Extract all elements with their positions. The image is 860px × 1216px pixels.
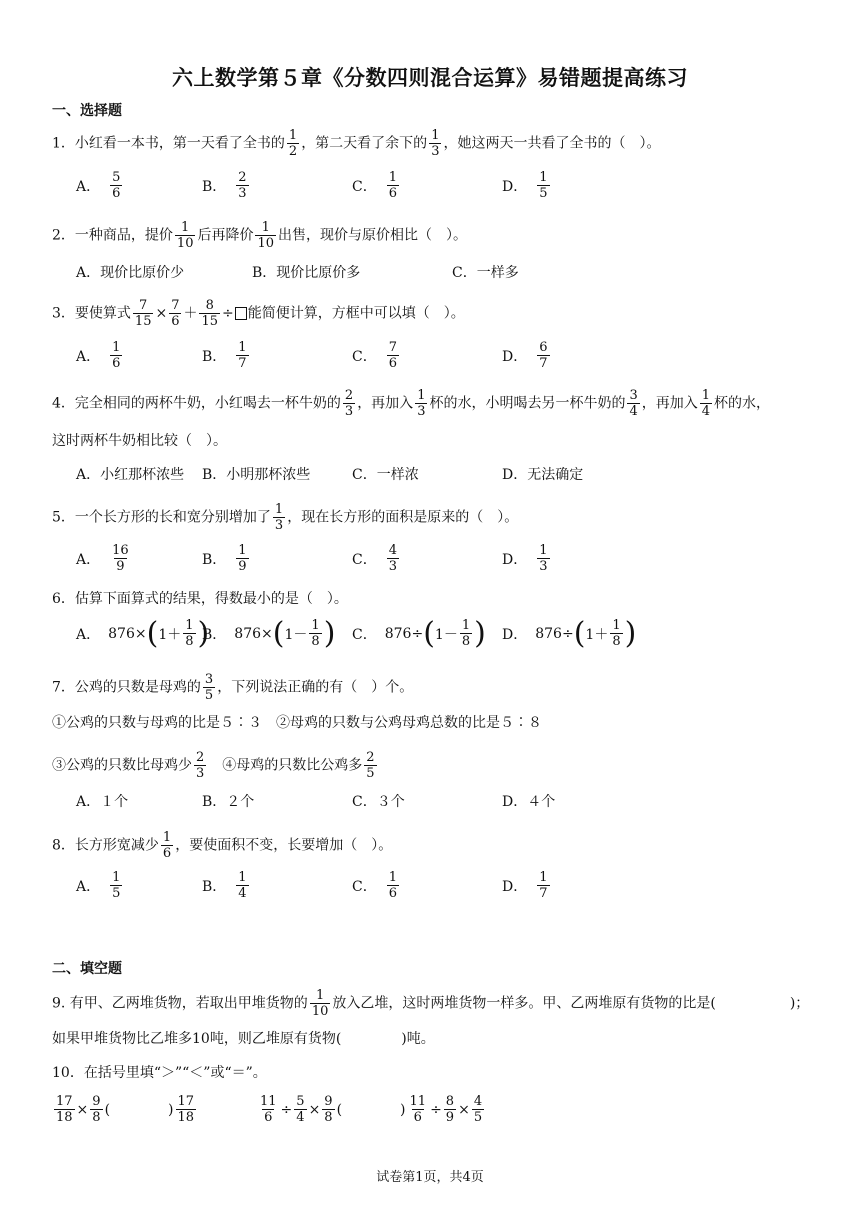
question-7: 7．公鸡的只数是母鸡的 $\frac{3}{5}$ ，下列说法正确的有（ ）个。 [52, 672, 414, 703]
q3-option-c[interactable]: C． $\frac{7}{6}$ [352, 340, 397, 371]
q5-option-d[interactable]: D． $\frac{1}{3}$ [502, 543, 548, 574]
fraction: $\frac{1}{10}$ [176, 220, 194, 251]
q1-text-3: ，她这两天一共看了全书的（ ）。 [443, 135, 661, 152]
q4-option-a[interactable]: A．小红那杯浓些 [76, 467, 185, 483]
q10-expression-2: $\frac{11}{6}$ ÷ $\frac{5}{4}$ × $\frac{9}{8}$ ( ) $\frac{11}{6}$ ÷ $\frac{8}{9}$ × $\frac{4}{5}$ [260, 1094, 483, 1125]
page-title: 六上数学第５章《分数四则混合运算》易错题提高练习 [172, 65, 688, 90]
question-6: 6．估算下面算式的结果，得数最小的是（ ）。 [52, 591, 348, 607]
question-2: 2．一种商品，提价 $\frac{1}{10}$ 后再降价 $\frac{1}{10}$ 出售，现价与原价相比（ ）。 [52, 220, 468, 251]
q4-option-c[interactable]: C．一样浓 [352, 467, 419, 483]
section-heading-choice: 一、选择题 [52, 103, 122, 119]
page-footer: 试卷第1页，共4页 [376, 1170, 484, 1185]
question-9: 9. 有甲、乙两堆货物，若取出甲堆货物的 $\frac{1}{10}$ 放入乙堆，这时两堆货物一样多。甲、乙两堆原有货物的比是( )； [52, 988, 810, 1019]
question-4: 4．完全相同的两杯牛奶，小红喝去一杯牛奶的 $\frac{2}{3}$ ，再加入 $\frac{1}{3}$ 杯的水，小明喝去另一杯牛奶的 $\frac{3}{4}$ ，再加入 $\frac{1}{4}$ 杯的水， [52, 388, 771, 419]
q1-option-c[interactable]: C． $\frac{1}{6}$ [352, 170, 397, 201]
question-8: 8．长方形宽减少 $\frac{1}{6}$ ，要使面积不变，长要增加（ ）。 [52, 830, 393, 861]
question-3: 3．要使算式 $\frac{7}{15}$ × $\frac{7}{6}$ ＋ $\frac{8}{15}$ ÷ 能简便计算，方框中可以填（ ）。 [52, 298, 465, 329]
q10-expression-1: $\frac{17}{18}$ × $\frac{9}{8}$ ( ) $\frac{17}{18}$ [56, 1094, 195, 1125]
q1-option-d[interactable]: D． $\frac{1}{5}$ [502, 170, 548, 201]
q2-option-c[interactable]: C．一样多 [452, 265, 519, 281]
question-10: 10．在括号里填“＞”“＜”或“＝”。 [52, 1065, 267, 1081]
fraction: $\frac{1}{3}$ [431, 128, 440, 159]
q1-option-b[interactable]: B． $\frac{2}{3}$ [202, 170, 247, 201]
fraction: $\frac{1}{2}$ [288, 128, 298, 159]
q5-option-a[interactable]: A． $\frac{16}{9}$ [76, 543, 129, 574]
q1-text-1: 1．小红看一本书，第一天看了全书的 [52, 135, 285, 152]
q8-option-c[interactable]: C． $\frac{1}{6}$ [352, 870, 397, 901]
q2-option-b[interactable]: B．现价比原价多 [252, 265, 361, 281]
q8-option-a[interactable]: A． $\frac{1}{5}$ [76, 870, 121, 901]
q3-option-a[interactable]: A． $\frac{1}{6}$ [76, 340, 121, 371]
q4-option-b[interactable]: B．小明那杯浓些 [202, 467, 311, 483]
question-4-line-2: 这时两杯牛奶相比较（ ）。 [52, 433, 227, 449]
q7-option-d[interactable]: D．４个 [502, 794, 556, 810]
q6-option-d[interactable]: D． 876 ÷ ( 1＋ $\frac{1}{8}$ ) [502, 615, 637, 651]
q3-option-d[interactable]: D． $\frac{6}{7}$ [502, 340, 548, 371]
q1-option-a[interactable]: A． $\frac{5}{6}$ [76, 170, 121, 201]
q6-option-b[interactable]: B． 876 × ( 1－ $\frac{1}{8}$ ) [202, 615, 336, 651]
q6-option-a[interactable]: A． 876 × ( 1＋ $\frac{1}{8}$ ) [76, 615, 210, 651]
q7-statements-3-4: ③公鸡的只数比母鸡少 $\frac{2}{3}$ ④母鸡的只数比公鸡多 $\frac{2}{5}$ [52, 750, 375, 781]
q7-option-a[interactable]: A．１个 [76, 794, 129, 810]
q7-statements-1-2: ①公鸡的只数与母鸡的比是５∶３ ②母鸡的只数与公鸡母鸡总数的比是５∶８ [52, 715, 542, 731]
q2-option-a[interactable]: A．现价比原价少 [76, 265, 185, 281]
q5-option-c[interactable]: C． $\frac{4}{3}$ [352, 543, 397, 574]
question-1 [52, 128, 660, 159]
q8-option-d[interactable]: D． $\frac{1}{7}$ [502, 870, 548, 901]
q5-option-b[interactable]: B． $\frac{1}{9}$ [202, 543, 247, 574]
q7-option-b[interactable]: B．２个 [202, 794, 255, 810]
fraction: $\frac{1}{10}$ [257, 220, 275, 251]
question-5: 5．一个长方形的长和宽分别增加了 $\frac{1}{3}$ ，现在长方形的面积是原来的（ ）。 [52, 502, 519, 533]
section-heading-fill: 二、填空题 [52, 961, 122, 977]
q4-option-d[interactable]: D．无法确定 [502, 467, 584, 483]
q1-text-2: ，第二天看了余下的 [301, 135, 428, 152]
blank-box[interactable] [235, 307, 247, 320]
q6-option-c[interactable]: C． 876 ÷ ( 1－ $\frac{1}{8}$ ) [352, 615, 486, 651]
question-9-line-2: 如果甲堆货物比乙堆多10吨，则乙堆原有货物( )吨。 [52, 1031, 435, 1047]
q8-option-b[interactable]: B． $\frac{1}{4}$ [202, 870, 247, 901]
q3-option-b[interactable]: B． $\frac{1}{7}$ [202, 340, 247, 371]
q7-option-c[interactable]: C．３个 [352, 794, 405, 810]
